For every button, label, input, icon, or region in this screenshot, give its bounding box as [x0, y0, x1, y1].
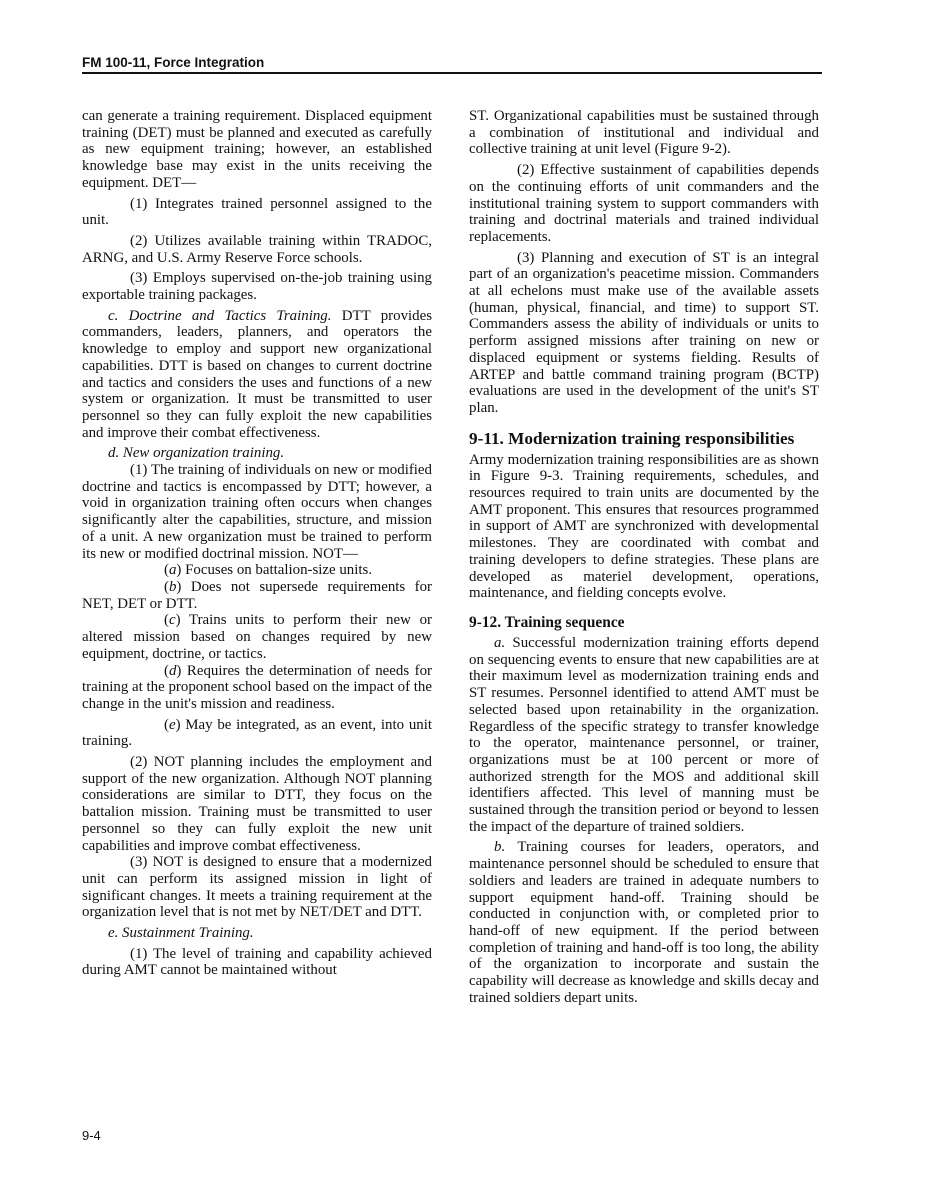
list-item: (1) Integrates trained personnel assigned to the unit.: [82, 195, 432, 229]
paragraph-text: DTT provides commanders, leaders, planners, and operators the knowledge to employ and support new organizational capabilities. DTT is based on changes to current doctrine and tactics and considers the uses and functions of a new system or organization. It must be transmitted to user personnel so they can fully exploit the new capabilities and improve their combat effectiveness.: [82, 307, 432, 441]
section-heading-9-12: 9-12. Training sequence: [469, 613, 625, 631]
list-item: (3) Employs supervised on-the-job training using exportable training packages.: [82, 270, 432, 304]
paragraph: b. Training courses for leaders, operators, and maintenance personnel should be scheduled to ensure that soldiers and leaders are trained in adequate numbers to support equipment hand-off. Training should be conducted in conjunction with, or completed prior to hand-off of new equipment. If the period between completion of training and hand-off is too long, the ability of the organization to incorporate and sustain the capability will decrease as knowledge and skills decay and trained soldiers depart units.: [469, 839, 819, 1006]
subsection-heading: d. New organization training.: [108, 445, 285, 462]
paragraph: a. Successful modernization training efforts depend on sequencing events to ensure that new capabilities are at their maximum level as modernization training ends and ST resumes. Personnel identified to attend AMT must be selected based upon retainability in the organization. Regardless of the specific strategy to transfer knowledge to the operator, maintenance personnel, or trainer, organizations must be at 100 percent or more of authorized strength for the MOS and additional skill identifiers affected. This level of manning must be sustained through the transition period or beyond to lessen the impact of the departure of trained soldiers.: [469, 634, 819, 835]
page-number: 9-4: [82, 1128, 101, 1143]
list-item: (a) Focuses on battalion-size units.: [164, 562, 373, 579]
section-heading-9-11: 9-11. Modernization training responsibilities: [469, 428, 795, 448]
subsection-heading: e. Sustainment Training.: [108, 925, 254, 942]
list-item: (1) The training of individuals on new or modified doctrine and tactics is encompassed by DTT; however, a void in organization training often occurs when changes significantly alter the capabilities, structure, and mission of a unit. A new organization must be trained to perform its new or modified doctrinal mission. NOT—: [82, 462, 432, 562]
list-item: (d) Requires the determination of needs for training at the proponent school based on the impact of the change in the unit's mission and readiness.: [82, 662, 432, 712]
list-item: (c) Trains units to perform their new or altered mission based on changes required by new equipment, doctrine, or tactics.: [82, 612, 432, 662]
running-header: FM 100-11, Force Integration: [82, 55, 265, 70]
list-item: (3) NOT is designed to ensure that a modernized unit can perform its assigned mission in light of significant changes. It meets a training requirement at the organization level that is not met by NET/DET and DTT.: [82, 854, 432, 921]
paragraph: Army modernization training responsibilities are as shown in Figure 9-3. Training requirements, schedules, and resources required to train units are documented by the AMT proponent. This ensures that resources programmed in support of AMT are synchronized with developmental milestones. They are coordinated with combat and training developers to define strategies. These plans are developed as materiel development, operations, maintenance, and fielding concepts evolve.: [469, 451, 819, 602]
header-rule: [82, 72, 822, 74]
list-item: (2) Effective sustainment of capabilities depends on the continuing efforts of unit commanders and the institutional training system to support commanders with training and doctrinal materials and trained individual replacements.: [469, 162, 819, 245]
list-item: (2) NOT planning includes the employment and support of the new organization. Although NOT planning considerations are similar to DTT, they focus on the battalion mission. Training must be transmitted to user personnel so they can fully exploit the new unit capabilities and improve combat effectiveness.: [82, 754, 432, 854]
right-column: [469, 108, 819, 1006]
paragraph: [82, 308, 432, 442]
paragraph: can generate a training requirement. Displaced equipment training (DET) must be planned and executed as carefully as new equipment training; however, an established knowledge base may exist in the units receiving the equipment. DET—: [82, 108, 432, 191]
left-column: [82, 108, 432, 979]
paragraph: ST. Organizational capabilities must be sustained through a combination of institutional and individual and collective training at unit level (Figure 9-2).: [469, 108, 819, 158]
list-item: (3) Planning and execution of ST is an integral part of an organization's peacetime mission. Commanders at all echelons must make use of the available assets (human, physical, financial, and time) to support ST. Commanders assess the ability of individuals or units to perform assigned missions after training on new or displaced equipment or systems fielding. Results of ARTEP and battle command training program (BCTP) evaluations are used in the development of the unit's ST plan.: [469, 249, 819, 416]
list-item: (b) Does not supersede requirements for NET, DET or DTT.: [82, 578, 432, 612]
list-item: (1) The level of training and capability achieved during AMT cannot be maintained without: [82, 945, 432, 979]
subsection-heading: c. Doctrine and Tactics Training.: [108, 307, 332, 324]
list-item: (2) Utilizes available training within TRADOC, ARNG, and U.S. Army Reserve Force schools.: [82, 232, 432, 266]
list-item: (e) May be integrated, as an event, into unit training.: [82, 716, 432, 750]
